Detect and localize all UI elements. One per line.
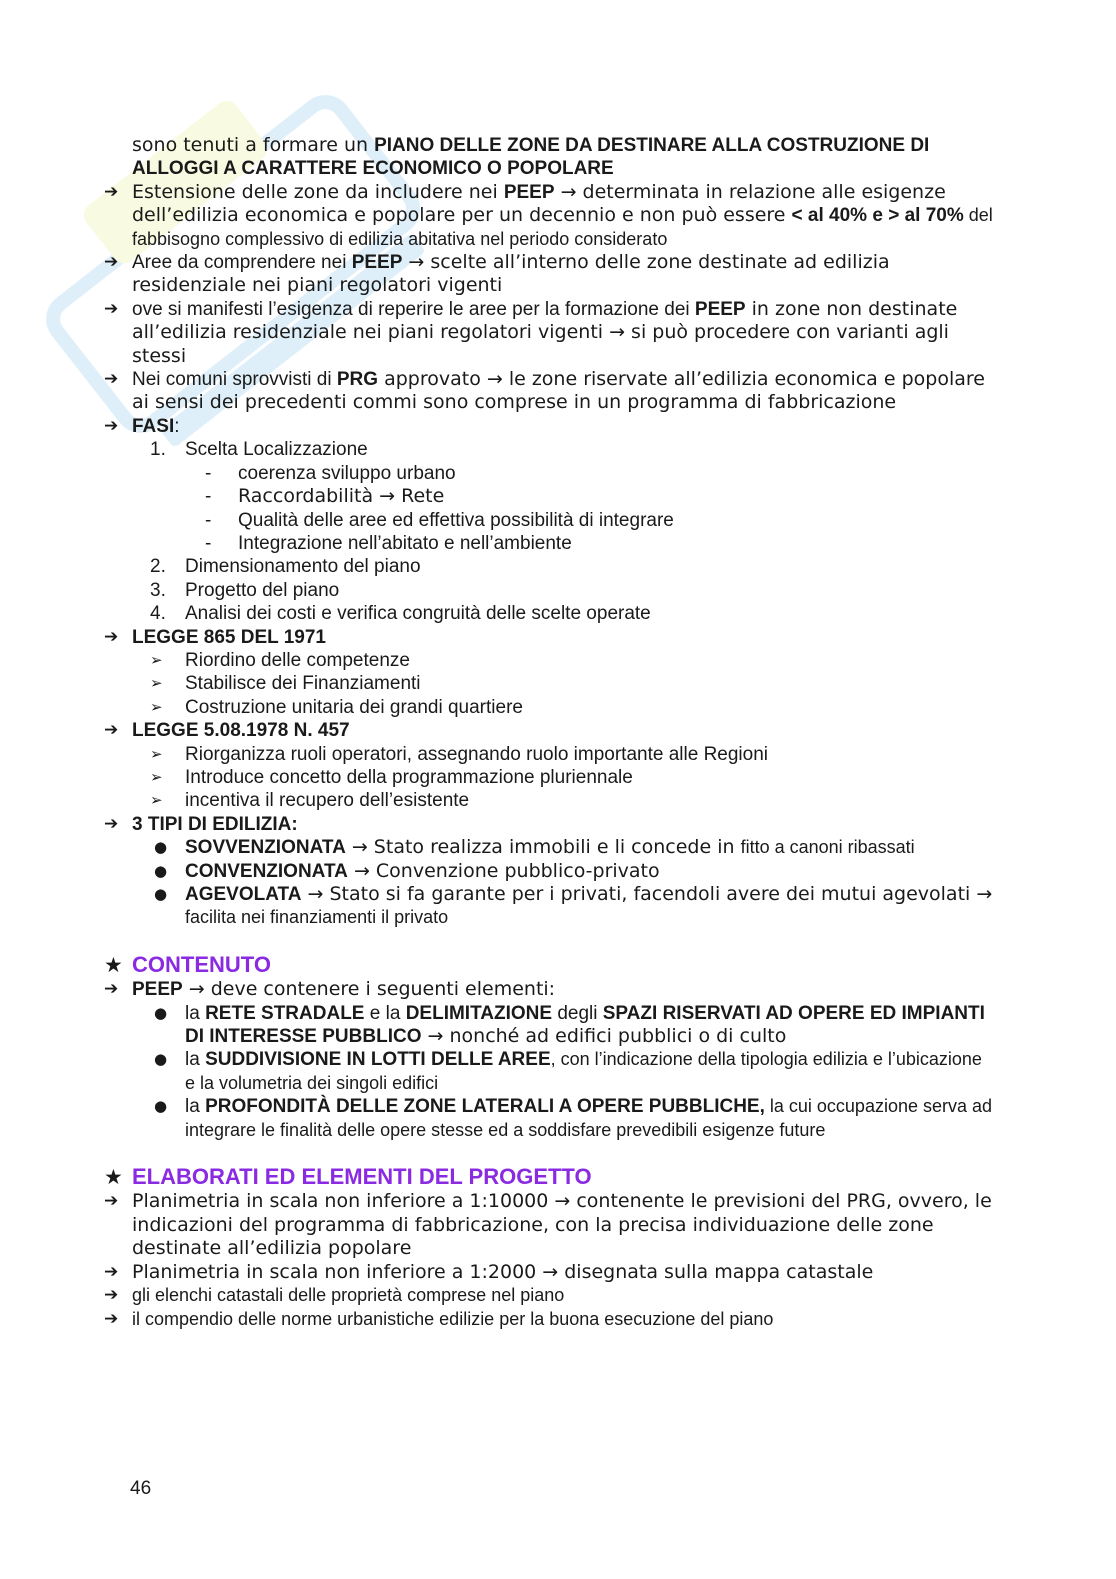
list-item: ● AGEVOLATA → Stato si fa garante per i privati, facendoli avere dei mutui agevolati → facilita nei finanziamenti il privato xyxy=(154,883,993,928)
list-item: ➔ Planimetria in scala non inferiore a 1:2000 → disegnata sulla mappa catastale xyxy=(104,1260,874,1283)
arrow-bullet-icon: ➔ xyxy=(104,415,119,436)
list-item: ➔ PEEP → deve contenere i seguenti elementi: xyxy=(104,978,556,1001)
list-item: ● la RETE STRADALE e la DELIMITAZIONE degli SPAZI RISERVATI AD OPERE ED IMPIANTI DI INTERESSE PUBBLICO → nonché ad edifici pubblici o di culto xyxy=(154,1002,985,1048)
star-bullet-icon: ★ xyxy=(104,1165,123,1190)
list-item: ➔ gli elenchi catastali delle proprietà comprese nel piano xyxy=(104,1284,994,1307)
arrow-bullet-icon: ➔ xyxy=(104,626,119,647)
arrowhead-bullet-icon: ➢ xyxy=(150,674,163,693)
list-item: ➔ Nei comuni sprovvisti di PRG approvato → le zone riservate all’edilizia economica e popolare ai sensi dei precedenti commi sono comprese in un programma di fabbricazione xyxy=(104,368,985,414)
list-item: ➢ Costruzione unitaria dei grandi quartiere xyxy=(150,696,523,718)
fasi-step: 2. Dimensionamento del piano xyxy=(150,556,421,578)
dot-bullet-icon: ● xyxy=(154,1050,168,1069)
arrowhead-bullet-icon: ➢ xyxy=(150,744,163,763)
dot-bullet-icon: ● xyxy=(154,1097,168,1116)
fasi-substep: - coerenza sviluppo urbano xyxy=(205,462,456,484)
arrow-bullet-icon: ➔ xyxy=(104,369,119,390)
arrow-bullet-icon: ➔ xyxy=(104,979,119,1000)
dot-bullet-icon: ● xyxy=(154,861,168,880)
list-item: ➢ Riorganizza ruoli operatori, assegnando ruolo importante alle Regioni xyxy=(150,743,769,765)
fasi-substep: - Raccordabilità → Rete xyxy=(205,485,445,508)
fasi-substep: - Integrazione nell’abitato e nell’ambiente xyxy=(205,532,572,554)
list-item: ➔ Planimetria in scala non inferiore a 1:10000 → contenente le previsioni del PRG, ovvero, le indicazioni del programma di fabbricazione, con la precisa individuazione delle zone destinate all’edilizia popolare xyxy=(104,1190,992,1260)
list-item: ● la PROFONDITÀ DELLE ZONE LATERALI A OPERE PUBBLICHE, la cui occupazione serva ad integrare le finalità delle opere stesse ed a soddisfare prevedibili esigenze future xyxy=(154,1096,993,1140)
arrow-bullet-icon: ➔ xyxy=(104,298,119,319)
list-item: ● CONVENZIONATA → Convenzione pubblico-privato xyxy=(154,859,660,882)
section-heading-contenuto: ★ CONTENUTO xyxy=(104,951,271,977)
section-heading-elaborati: ★ ELABORATI ED ELEMENTI DEL PROGETTO xyxy=(104,1164,592,1190)
dot-bullet-icon: ● xyxy=(154,885,168,903)
intro-paragraph: sono tenuti a formare un PIANO DELLE ZONE DA DESTINARE ALLA COSTRUZIONE DI ALLOGGI A CARATTERE ECONOMICO O POPOLARE xyxy=(132,134,930,180)
list-item: ➔ Aree da comprendere nei PEEP → scelte all’interno delle zone destinate ad edilizia residenziale nei piani regolatori vigenti xyxy=(104,251,890,297)
fasi-title: ➔ FASI: xyxy=(104,415,180,437)
arrow-bullet-icon: ➔ xyxy=(104,1191,119,1212)
list-item: ➔ ove si manifesti l’esigenza di reperire le aree per la formazione dei PEEP in zone non destinate all’edilizia residenziale nei piani regolatori vigenti → si può procedere con varianti agli stessi xyxy=(104,297,958,367)
fasi-step: 1. Scelta Localizzazione xyxy=(150,439,368,461)
arrow-bullet-icon: ➔ xyxy=(104,181,119,202)
arrow-bullet-icon: ➔ xyxy=(104,1285,119,1306)
list-item: ➢ incentiva il recupero dell’esistente xyxy=(150,790,470,812)
fasi-step: 3. Progetto del piano xyxy=(150,579,340,601)
arrow-bullet-icon: ➔ xyxy=(104,720,119,741)
arrow-bullet-icon: ➔ xyxy=(104,1308,119,1329)
arrowhead-bullet-icon: ➢ xyxy=(150,791,163,810)
fasi-step: 4. Analisi dei costi e verifica congruità delle scelte operate xyxy=(150,603,651,625)
arrowhead-bullet-icon: ➢ xyxy=(150,767,163,786)
arrow-bullet-icon: ➔ xyxy=(104,813,119,834)
dot-bullet-icon: ● xyxy=(154,838,168,857)
arrowhead-bullet-icon: ➢ xyxy=(150,650,163,669)
arrow-bullet-icon: ➔ xyxy=(104,252,119,273)
list-item: ➔ Estensione delle zone da includere nei PEEP → determinata in relazione alle esigenze dell’edilizia economica e popolare per un decennio e non può essere < al 40% e > al 70% del fabbisogno complessivo di edilizia abitativa nel periodo considerato xyxy=(104,180,993,249)
arrow-bullet-icon: ➔ xyxy=(104,1261,119,1282)
star-bullet-icon: ★ xyxy=(104,952,123,977)
tipi-title: ➔ 3 TIPI DI EDILIZIA: xyxy=(104,813,298,835)
list-item: ➔ il compendio delle norme urbanistiche edilizie per la buona esecuzione del piano xyxy=(104,1308,994,1331)
fasi-substep: - Qualità delle aree ed effettiva possibilità di integrare xyxy=(205,509,674,531)
list-item: ➢ Stabilisce dei Finanziamenti xyxy=(150,673,421,695)
list-item: ● SOVVENZIONATA → Stato realizza immobili e li concede in fitto a canoni ribassati xyxy=(154,836,915,859)
legge-865-title: ➔ LEGGE 865 DEL 1971 xyxy=(104,626,326,648)
page-number: 46 xyxy=(130,1478,152,1499)
legge-457-title: ➔ LEGGE 5.08.1978 N. 457 xyxy=(104,720,350,742)
dot-bullet-icon: ● xyxy=(154,1003,168,1022)
arrowhead-bullet-icon: ➢ xyxy=(150,697,163,716)
document-body xyxy=(104,134,994,1331)
list-item: ● la SUDDIVISIONE IN LOTTI DELLE AREE, con l’indicazione della tipologia edilizia e l’ubicazione e la volumetria dei singoli edifici xyxy=(154,1049,982,1093)
list-item: ➢ Riordino delle competenze xyxy=(150,649,410,671)
list-item: ➢ Introduce concetto della programmazione pluriennale xyxy=(150,766,633,788)
